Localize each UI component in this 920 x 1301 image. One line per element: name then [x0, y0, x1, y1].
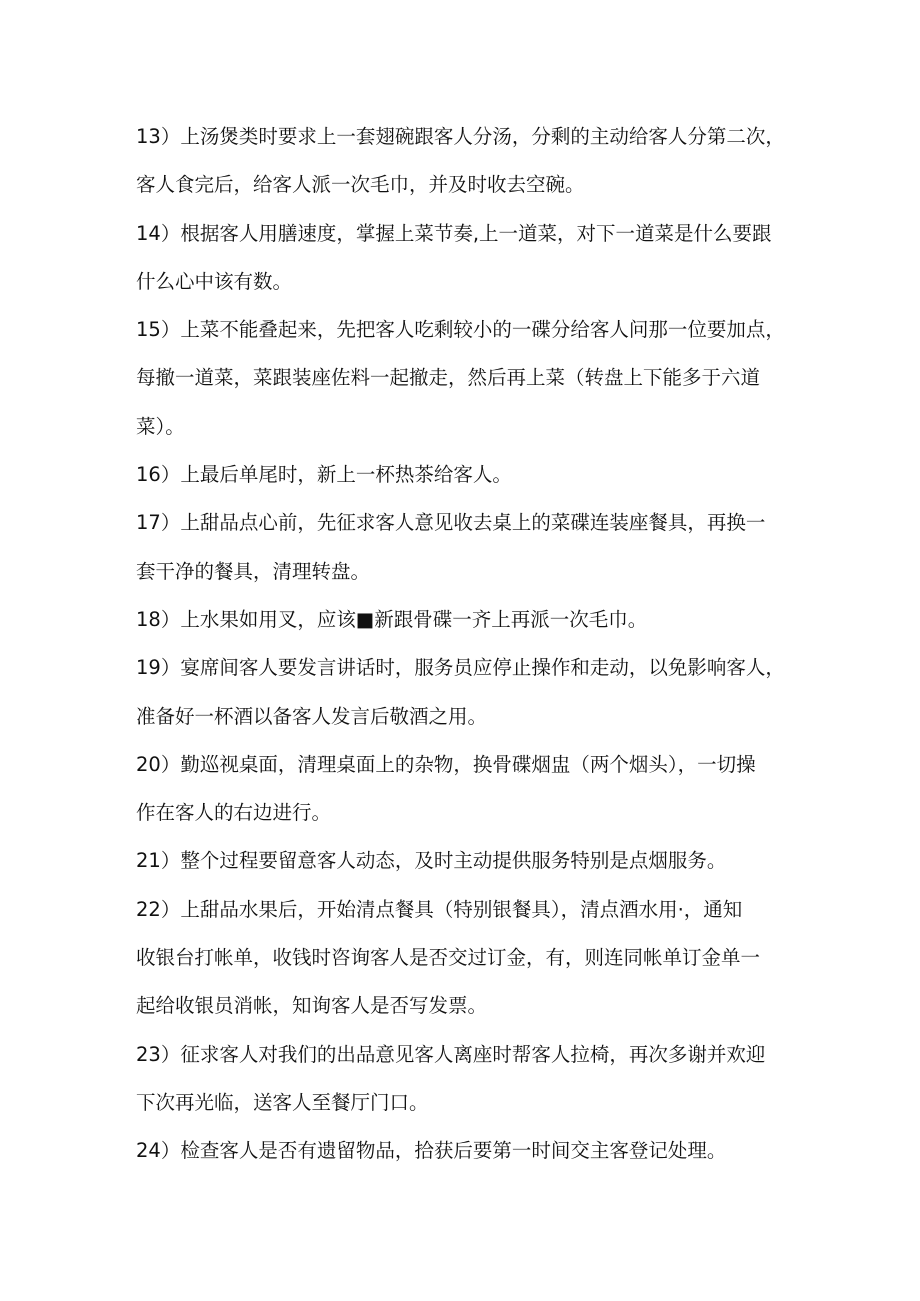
text-line-18: 收银台打帐单，收钱时咨询客人是否交过订金，有，则连同帐单订金单一 [136, 946, 761, 970]
text-line-6: 每撤一道菜，菜跟装座佐料一起撤走，然后再上菜（转盘上下能多于六道 [136, 366, 761, 390]
text-line-22: 24）检查客人是否有遗留物品，拾获后要第一时间交主客登记处理。 [136, 1139, 727, 1163]
text-line-12: 19）宴席间客人要发言讲话时，服务员应停止操作和走动，以免影响客人， [136, 656, 785, 680]
text-line-19: 起给收银员消帐，知询客人是否写发票。 [136, 994, 488, 1018]
text-line-15: 作在客人的右边进行。 [136, 801, 332, 825]
text-line-5: 15）上菜不能叠起来，先把客人吃剩较小的一碟分给客人问那一位要加点， [136, 318, 785, 342]
text-line-17: 22）上甜品水果后，开始清点餐具（特别银餐具），清点酒水用·，通知 [136, 897, 743, 921]
document-body [136, 113, 806, 1176]
text-line-9: 17）上甜品点心前，先征求客人意见收去桌上的菜碟连装座餐具，再换一 [136, 511, 766, 535]
text-line-11: 18）上水果如用叉，应该■新跟骨碟一齐上再派一次毛巾。 [136, 607, 648, 631]
text-line-14: 20）勤巡视桌面，清理桌面上的杂物，换骨碟烟盅（两个烟头），一切操 [136, 752, 756, 776]
text-line-10: 套干净的餐具，清理转盘。 [136, 559, 371, 583]
text-line-1: 13）上汤煲类时要求上一套翅碗跟客人分汤，分剩的主动给客人分第二次， [136, 125, 785, 148]
text-line-4: 什么心中该有数。 [136, 269, 293, 293]
text-line-20: 23）征求客人对我们的出品意见客人离座时帮客人拉椅，再次多谢并欢迎 [136, 1042, 766, 1066]
text-line-21: 下次再光临，送客人至餐厅门口。 [136, 1090, 429, 1114]
text-line-7: 菜）。 [136, 414, 185, 438]
text-line-16: 21）整个过程要留意客人动态，及时主动提供服务特别是点烟服务。 [136, 849, 727, 873]
text-line-2: 客人食完后，给客人派一次毛巾，并及时收去空碗。 [136, 173, 585, 197]
text-line-8: 16）上最后单尾时，新上一杯热茶给客人。 [136, 463, 512, 487]
text-line-3: 14）根据客人用膳速度，掌握上菜节奏,上一道菜，对下一道菜是什么要跟 [136, 221, 772, 245]
text-line-13: 准备好一杯酒以备客人发言后敬酒之用。 [136, 704, 488, 728]
